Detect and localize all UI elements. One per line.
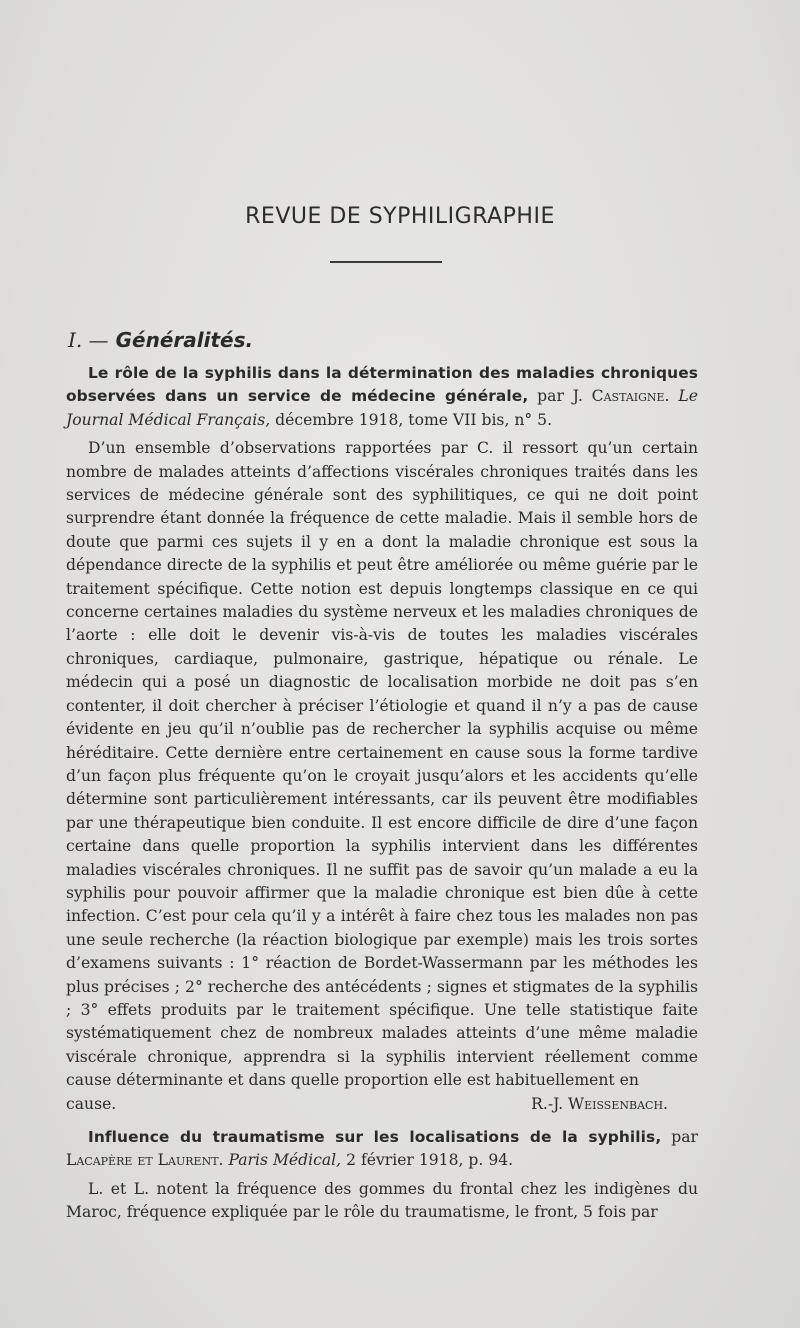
article2-citation: 2 février 1918, p. 94. (346, 1151, 514, 1170)
article2-journal: Paris Médical, (228, 1151, 342, 1170)
article1-body: D’un ensemble d’observations rapportées par C. il ressort qu’un certain nombre de malades atteints d’affections viscérales chroniques traités dans les services de médecine générale sont des syphilitiques, ce qui ne doit point surprendre étant donnée la fréquence de cette maladie. Mais il semble hors de doute que parmi ces sujets il y en a dont la maladie chronique est sous la dépendance directe de la syphilis et peut être améliorée ou même guérie par le traitement spécifique. Cette notion est depuis longtemps classique en ce qui concerne certaines maladies du système nerveux et les maladies chroniques de l’aorte : elle doit le devenir vis-à-vis de toutes les maladies viscérales chroniques, cardiaque, pulmonaire, gastrique, hépatique ou rénale. Le médecin qui a posé un diagnostic de localisation morbide ne doit pas s’en contenter, il doit chercher à préciser l’étiologie et quand il n’y a pas de cause évidente en jeu qu’il n’oublie pas de rechercher la syphilis acquise ou même héréditaire. Cette dernière entre certainement en cause sous la forme tardive d’un façon plus fréquente qu’on le croyait jusqu’alors et les accidents qu’elle détermine sont particulièrement intéressants, car ils peuvent être modifiables par une thérapeutique bien conduite. Il est encore difficile de dire d’une façon certaine dans quelle proportion la syphilis intervient dans les différentes maladies viscérales chroniques. Il ne suffit pas de savoir qu’un malade a eu la syphilis pour pouvoir affirmer que la maladie chronique est bien dûe à cette infection. C’est pour cela qu’il y a intérêt à faire chez tous les malades non pas une seule recherche (la réaction biologique par exemple) mais les trois sortes d’examens suivants : 1° réaction de Bordet-Wassermann par les méthodes les plus précises ; 2° recherche des antécédents ; signes et stigmates de la syphilis ; 3° effets produits par le traitement spécifique. Une telle statistique faite systématiquement chez de nombreux malades atteints d’une même maladie viscérale chronique, apprendra si la syphilis intervient réellement comme cause déterminante et dans quelle proportion elle est habituellement en (66, 439, 698, 1090)
page-title: REVUE DE SYPHILIGRAPHIE (245, 204, 555, 229)
article1-title: Le rôle de la syphilis dans la détermination des maladies chroniques observées dans un service de médecine générale, (66, 364, 698, 406)
article1-author: Castaigne. (591, 387, 670, 406)
article2-authors: Lacapère et Laurent. (66, 1151, 224, 1170)
article1-citation: décembre 1918, tome VII bis, n° 5. (275, 410, 553, 429)
section-heading (68, 328, 253, 352)
article2-body: L. et L. notent la fréquence des gommes du frontal chez les indigènes du Maroc, fréquence expliquée par le rôle du traumatisme, le front, 5 fois par (66, 1179, 698, 1222)
article-content (66, 362, 698, 1225)
article2-heading (66, 1126, 698, 1173)
section-number: I. — (68, 328, 109, 352)
article1-journal: Le Journal Médical Français, (66, 387, 698, 429)
article1-signature-line (66, 1093, 698, 1116)
title-divider (330, 261, 442, 263)
article1-signature: R.-J. Weissenbach. (531, 1094, 668, 1113)
section-label: Généralités. (115, 328, 254, 352)
article1-heading (66, 362, 698, 432)
article2-title: Influence du traumatisme sur les localisations de la syphilis, (88, 1128, 662, 1146)
article2-by: par (671, 1128, 698, 1146)
article1-by: par J. (537, 387, 583, 406)
article1-last-word: cause. (66, 1094, 117, 1113)
